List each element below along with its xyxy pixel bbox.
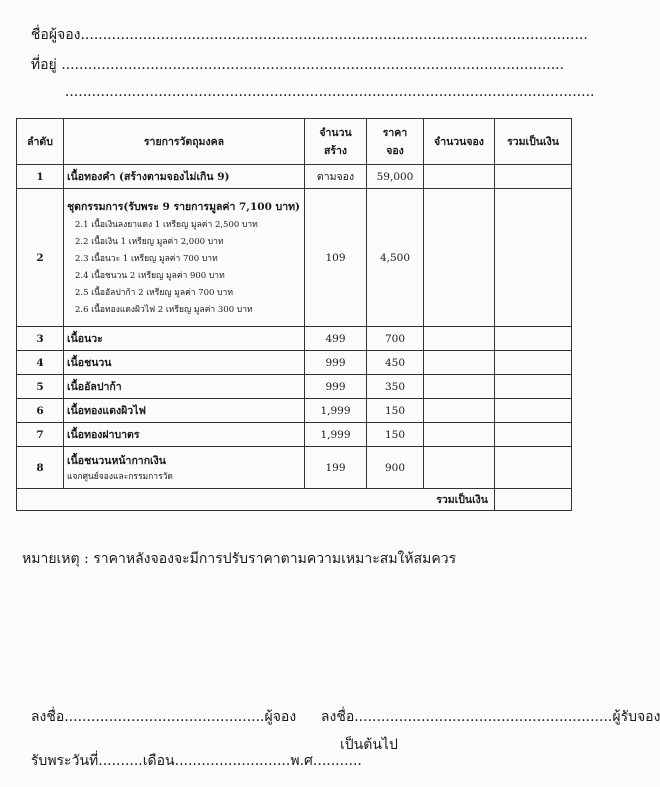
col-header-amount: จำนวน สร้าง xyxy=(305,119,367,165)
row-total-cell[interactable] xyxy=(495,165,572,189)
receive-year-dots[interactable]: ........... xyxy=(312,753,362,769)
row-total-cell[interactable] xyxy=(495,327,572,351)
table-row xyxy=(17,351,572,375)
receive-day-dots[interactable]: .......... xyxy=(98,753,143,769)
row-price: 900 xyxy=(367,447,424,489)
name-dots[interactable]: .................................................................................................................. xyxy=(80,27,588,43)
col-header-no: ลำดับ xyxy=(17,119,64,165)
sign1-label: ลงชื่อ xyxy=(30,709,65,725)
row-item xyxy=(64,447,305,489)
row-price: 150 xyxy=(367,423,424,447)
package-subitem: 2.3 เนื้อนวะ 1 เหรียญ มูลค่า 700 บาท xyxy=(75,253,218,264)
table-row xyxy=(17,447,572,489)
row-price: 450 xyxy=(367,351,424,375)
row-total-cell[interactable] xyxy=(495,375,572,399)
row-total-cell[interactable] xyxy=(495,189,572,327)
row-qty: 999 xyxy=(305,351,367,375)
receive-suffix: เป็นต้นไป xyxy=(340,737,398,753)
address-dots[interactable]: ................................................................................................................. xyxy=(61,57,565,73)
table-row xyxy=(17,375,572,399)
row-qty: ตามจอง xyxy=(305,165,367,189)
row-no: 7 xyxy=(17,423,64,447)
row-no: 5 xyxy=(17,375,64,399)
table-row xyxy=(17,423,572,447)
row-item-title: เนื้อชนวนหน้ากากเงิน xyxy=(67,455,166,467)
table-row xyxy=(17,399,572,423)
table-row xyxy=(17,189,572,327)
receive-label: รับพระวันที่ xyxy=(30,753,99,769)
receive-year-label: พ.ศ xyxy=(290,753,313,769)
row-reserve-cell[interactable] xyxy=(424,399,495,423)
grand-total-cell[interactable] xyxy=(495,489,572,511)
sign1-role: ผู้จอง xyxy=(264,709,297,725)
sign2-dots[interactable]: .......................................................... xyxy=(354,709,613,725)
total-label: รวมเป็นเงิน xyxy=(17,489,495,511)
row-total-cell[interactable] xyxy=(495,399,572,423)
signature-booker xyxy=(22,690,296,728)
col-header-item: รายการวัตถุมงคล xyxy=(64,119,305,165)
row-price: 350 xyxy=(367,375,424,399)
row-reserve-cell[interactable] xyxy=(424,189,495,327)
row-price: 150 xyxy=(367,399,424,423)
row-item: เนื้อนวะ xyxy=(64,327,305,351)
address-line-2 xyxy=(56,68,594,100)
address-dots-2[interactable]: ....................................................................................................................... xyxy=(64,84,595,100)
row-reserve-cell[interactable] xyxy=(424,351,495,375)
row-item: เนื้อทองฝาบาตร xyxy=(64,423,305,447)
row-reserve-cell[interactable] xyxy=(424,375,495,399)
row-price: 59,000 xyxy=(367,165,424,189)
row-qty: 199 xyxy=(305,447,367,489)
package-title: ชุดกรรมการ(รับพระ 9 รายการมูลค่า 7,100 บาท) xyxy=(67,200,300,213)
package-subitem: 2.1 เนื้อเงินลงยาแดง 1 เหรียญ มูลค่า 2,500 บาท xyxy=(75,219,258,230)
row-qty: 999 xyxy=(305,375,367,399)
receive-month-dots[interactable]: .......................... xyxy=(174,753,291,769)
row-reserve-cell[interactable] xyxy=(424,423,495,447)
row-no: 6 xyxy=(17,399,64,423)
row-item-note: แจกศูนย์จองและกรรมการวัด xyxy=(67,472,173,482)
remark: หมายเหตุ : ราคาหลังจองจะมีการปรับราคาตามความเหมาะสมให้สมควร xyxy=(22,551,457,567)
row-reserve-cell[interactable] xyxy=(424,447,495,489)
address-label: ที่อยู่ xyxy=(30,57,57,73)
row-item: เนื้ออัลปาก้า xyxy=(64,375,305,399)
row-price: 700 xyxy=(367,327,424,351)
col-header-price: ราคา จอง xyxy=(367,119,424,165)
sign1-dots[interactable]: ............................................. xyxy=(64,709,265,725)
row-item xyxy=(64,189,305,327)
row-reserve-cell[interactable] xyxy=(424,165,495,189)
col-header-reserve: จำนวนจอง xyxy=(424,119,495,165)
row-qty: 499 xyxy=(305,327,367,351)
package-subitem: 2.2 เนื้อเงิน 1 เหรียญ มูลค่า 2,000 บาท xyxy=(75,236,224,247)
row-item: เนื้อทองแดงผิวไฟ xyxy=(64,399,305,423)
row-qty: 109 xyxy=(305,189,367,327)
row-total-cell[interactable] xyxy=(495,351,572,375)
signature-receiver xyxy=(312,690,660,728)
table-row xyxy=(17,327,572,351)
order-table xyxy=(16,118,572,511)
name-label: ชื่อผู้จอง xyxy=(30,27,81,43)
receive-month-label: เดือน xyxy=(142,753,175,769)
row-item: เนื้อชนวน xyxy=(64,351,305,375)
table-row xyxy=(17,165,572,189)
row-no: 4 xyxy=(17,351,64,375)
row-qty: 1,999 xyxy=(305,399,367,423)
table-header-row xyxy=(17,119,572,165)
sign2-label: ลงชื่อ xyxy=(320,709,355,725)
row-total-cell[interactable] xyxy=(495,423,572,447)
package-subitem: 2.6 เนื้อทองแดงผิวไฟ 2 เหรียญ มูลค่า 300 บาท xyxy=(75,304,253,315)
receive-date-line xyxy=(22,734,362,772)
col-header-total: รวมเป็นเงิน xyxy=(495,119,572,165)
package-subitem: 2.5 เนื้ออัลปาก้า 2 เหรียญ มูลค่า 700 บาท xyxy=(75,287,233,298)
sign2-role: ผู้รับจอง xyxy=(612,709,660,725)
row-no: 8 xyxy=(17,447,64,489)
row-reserve-cell[interactable] xyxy=(424,327,495,351)
row-qty: 1,999 xyxy=(305,423,367,447)
row-no: 3 xyxy=(17,327,64,351)
package-subitem: 2.4 เนื้อชนวน 2 เหรียญ มูลค่า 900 บาท xyxy=(75,270,225,281)
total-row xyxy=(17,489,572,511)
row-no: 1 xyxy=(17,165,64,189)
row-item: เนื้อทองคำ (สร้างตามจองไม่เกิน 9) xyxy=(64,165,305,189)
row-price: 4,500 xyxy=(367,189,424,327)
row-total-cell[interactable] xyxy=(495,447,572,489)
row-no: 2 xyxy=(17,189,64,327)
